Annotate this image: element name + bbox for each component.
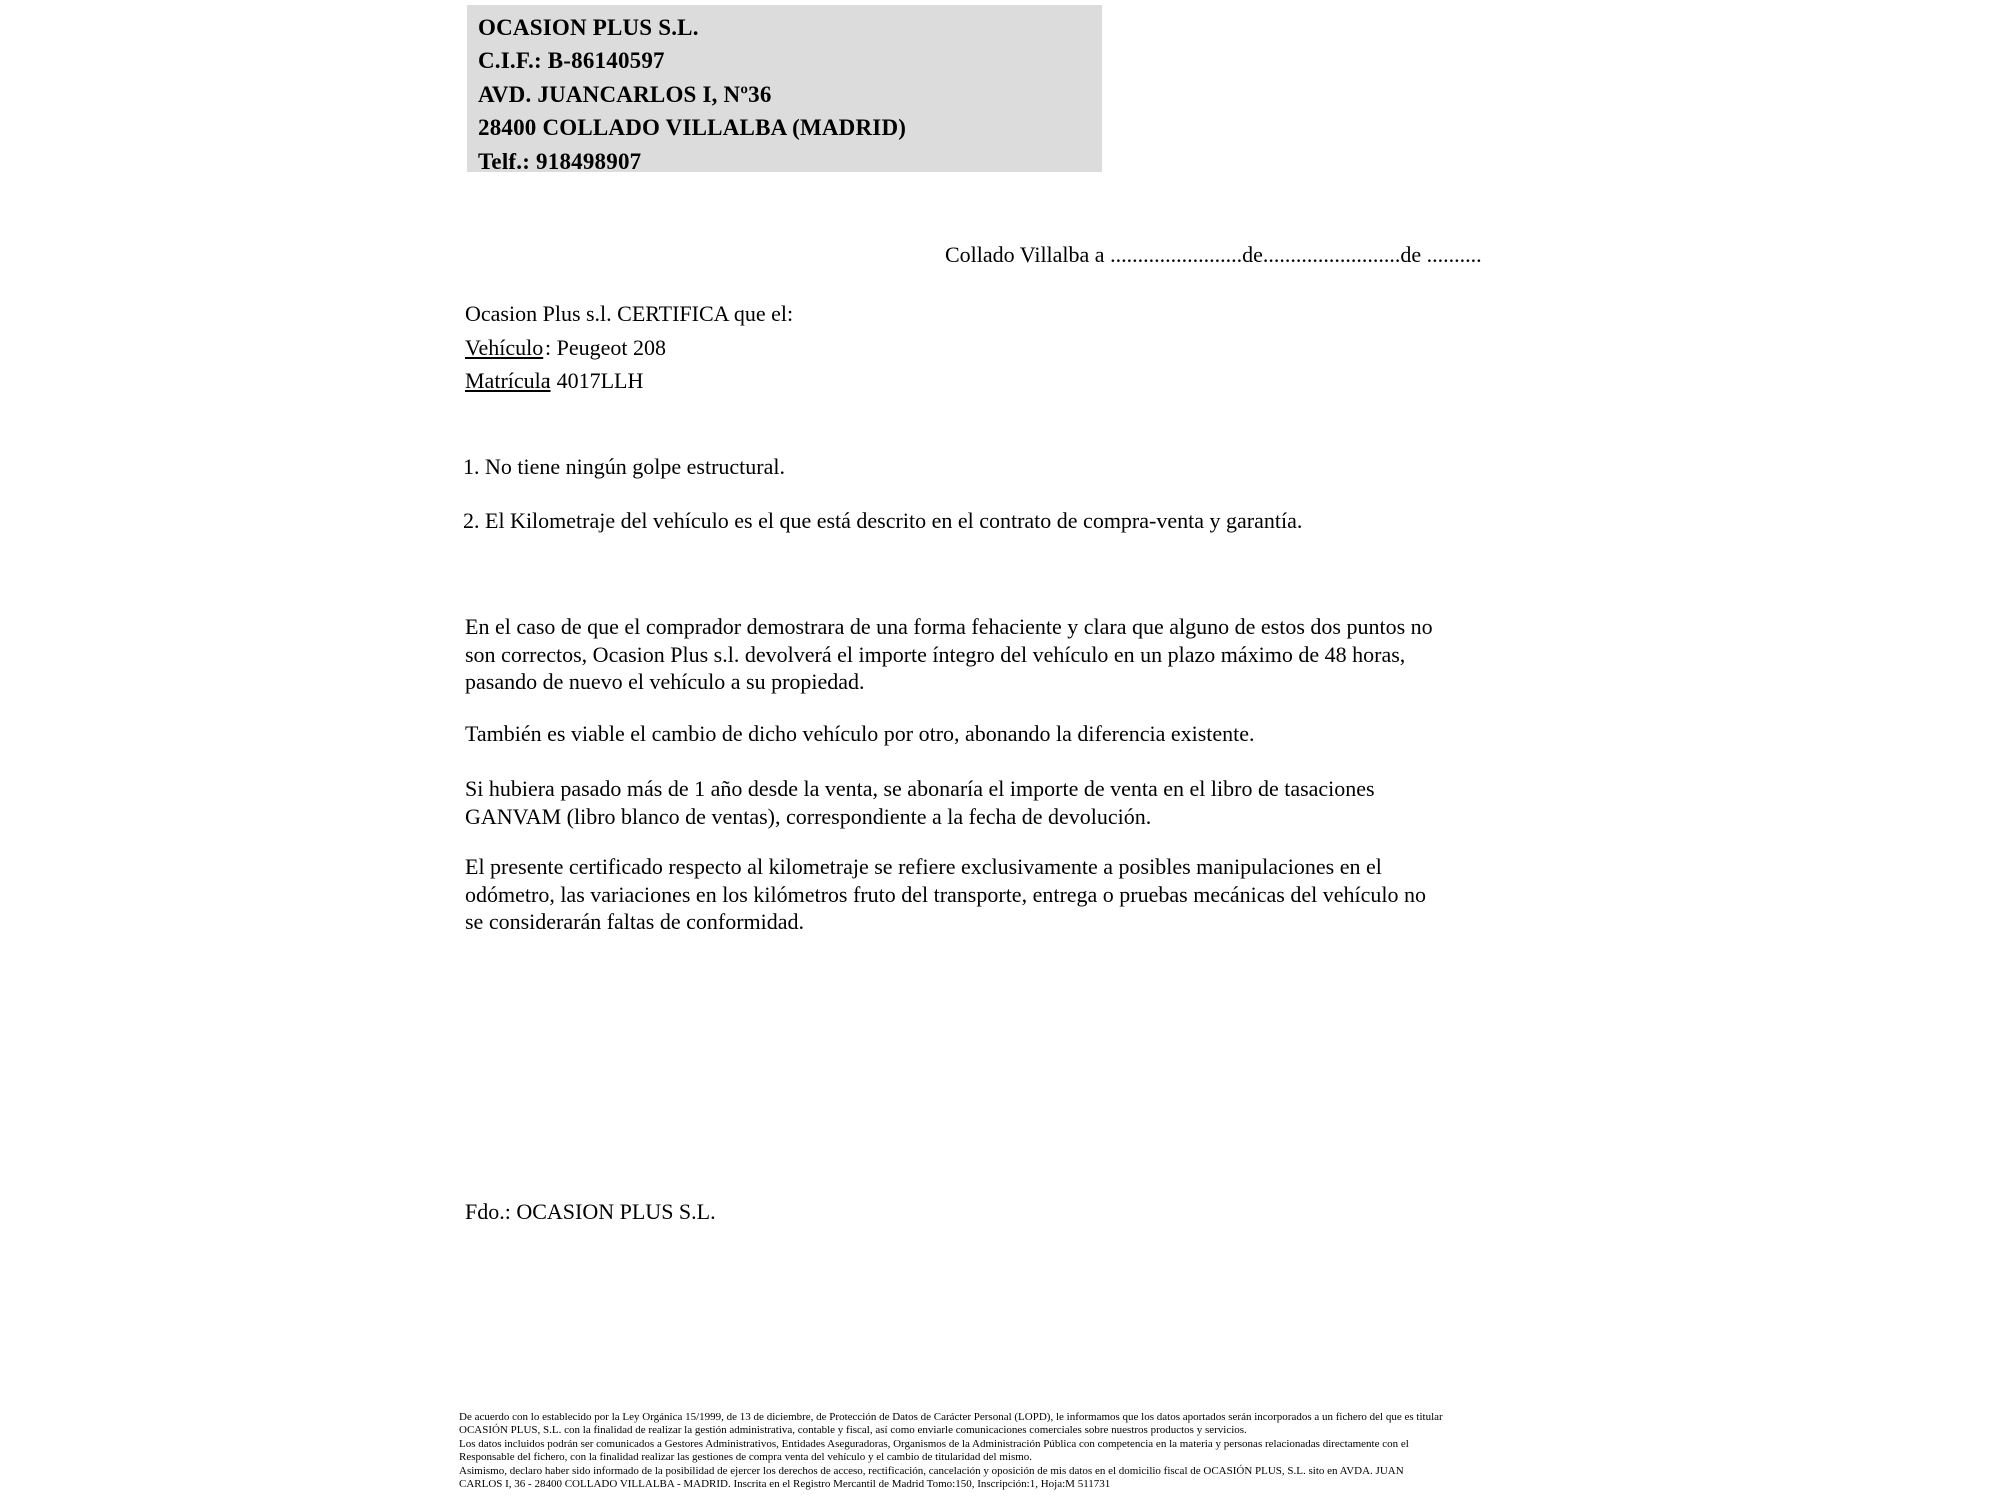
legal-footer [459,1411,1559,1491]
vehicle-value: : Peugeot 208 [545,334,666,360]
ganvam-paragraph-line: Si hubiera pasado más de 1 año desde la venta, se abonaría el importe de venta en el libro de tasaciones [465,776,1375,801]
plate-label: Matrícula [465,368,551,393]
company-phone: Telf.: 918498907 [478,148,642,174]
vehicle-row [465,331,793,365]
refund-paragraph [465,613,1570,696]
refund-paragraph-line: En el caso de que el comprador demostrara de una forma fehaciente y clara que alguno de estos dos puntos no [465,614,1433,639]
signature-line: Fdo.: OCASION PLUS S.L. [465,1199,716,1224]
certifies-intro: Ocasion Plus s.l. CERTIFICA que el: [465,301,794,326]
legal-footer-line: De acuerdo con lo establecido por la Ley Orgánica 15/1999, de 13 de diciembre, de Protección de Datos de Carácter Personal (LOPD), le informamos que los datos aportados serán incorporados a un fichero del que es titular [459,1411,1443,1423]
ganvam-paragraph-line: GANVAM (libro blanco de ventas), correspondiente a la fecha de devolución. [465,803,1152,829]
legal-footer-line: Los datos incluidos podrán ser comunicados a Gestores Administrativos, Entidades Aseguradoras, Organismos de la Administración Pública con competencia en la materia y personas relacionadas directamente con el [459,1437,1409,1450]
odometer-paragraph-line: El presente certificado respecto al kilometraje se refiere exclusivamente a posibles manipulaciones en el [465,854,1382,879]
company-name: OCASION PLUS S.L. [478,15,699,40]
odometer-paragraph-line: odómetro, las variaciones en los kilómetros fruto del transporte, entrega o pruebas mecánicas del vehículo no [465,881,1426,907]
certification-block [465,297,793,398]
condition-point-1: 1. No tiene ningún golpe estructural. [463,454,785,479]
refund-paragraph-line: pasando de nuevo el vehículo a su propiedad. [465,669,865,694]
vehicle-label: Vehículo [465,334,544,360]
odometer-paragraph [465,853,1570,936]
date-line: Collado Villalba a ........................de.........................de .......... [945,242,1482,267]
plate-value: : 4017LLH [545,368,644,393]
plate-row [465,364,793,398]
company-city: 28400 COLLADO VILLALBA (MADRID) [478,115,907,141]
legal-footer-line: Asimismo, declaro haber sido informado de la posibilidad de ejercer los derechos de acceso, rectificación, cancelación y oposición de mis datos en el domicilio fiscal de OCASIÓN PLUS, S.L. sito en AVDA. JUAN [459,1464,1404,1477]
odometer-paragraph-line: se considerarán faltas de conformidad. [465,909,805,934]
company-cif: C.I.F.: B-86140597 [478,48,665,74]
exchange-paragraph-line: También es viable el cambio de dicho vehículo por otro, abonando la diferencia existente. [465,721,1255,746]
condition-point-2: 2. El Kilometraje del vehículo es el que está descrito en el contrato de compra-venta y garantía. [463,508,1303,533]
legal-footer-line: OCASIÓN PLUS, S.L. con la finalidad de realizar la gestión administrativa, contable y fiscal, así como enviarle comunicaciones comerciales sobre nuestros productos y servicios. [459,1424,1247,1437]
company-address: AVD. JUANCARLOS I, Nº36 [478,81,772,107]
legal-footer-line: CARLOS I, 36 - 28400 COLLADO VILLALBA - MADRID. Inscrita en el Registro Mercantil de Madrid Tomo:150, Inscripción:1, Hoja:M 511731 [459,1478,1111,1491]
ganvam-paragraph [465,775,1570,830]
refund-paragraph-line: son correctos, Ocasion Plus s.l. devolverá el importe íntegro del vehículo en un plazo máximo de 48 horas, [465,641,1406,667]
legal-footer-line: Responsable del fichero, con la finalidad realizar las gestiones de compra venta del vehículo y el cambio de titularidad del mismo. [459,1451,1033,1464]
exchange-paragraph [465,720,1570,748]
company-header-block [467,5,1102,172]
